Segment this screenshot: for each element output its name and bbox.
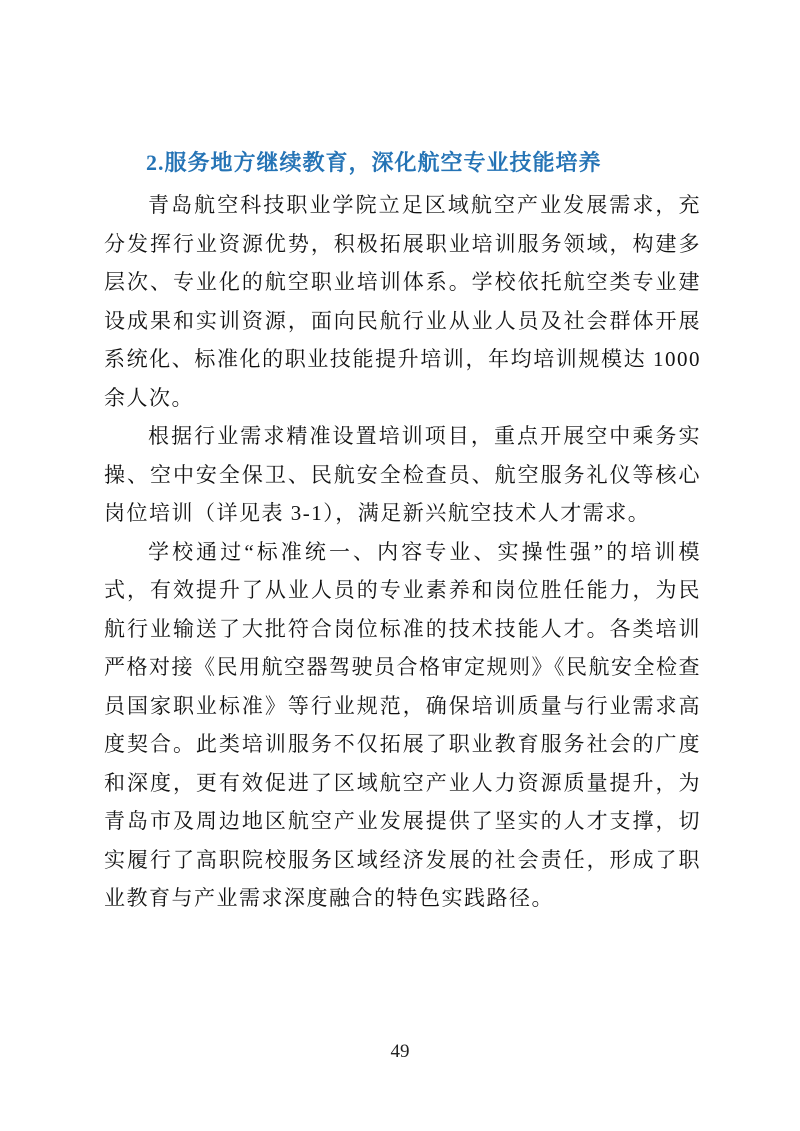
paragraph: 青岛航空科技职业学院立足区域航空产业发展需求，充分发挥行业资源优势，积极拓展职业培训服务领域，构建多层次、专业化的航空职业培训体系。学校依托航空类专业建设成果和实训资源，面向民航行业从业人员及社会群体开展系统化、标准化的职业技能提升培训，年均培训规模达 1000 余人次。 — [104, 193, 701, 410]
page-content — [104, 147, 701, 918]
paragraph: 学校通过“标准统一、内容专业、实操性强”的培训模式，有效提升了从业人员的专业素养和岗位胜任能力，为民航行业输送了大批符合岗位标准的技术技能人才。各类培训严格对接《民用航空器驾驶员合格审定规则》《民航安全检查员国家职业标准》等行业规范，确保培训质量与行业需求高度契合。此类培训服务不仅拓展了职业教育服务社会的广度和深度，更有效促进了区域航空产业人力资源质量提升，为青岛市及周边地区航空产业发展提供了坚实的人才支撑，切实履行了高职院校服务区域经济发展的社会责任，形成了职业教育与产业需求深度融合的特色实践路径。 — [104, 539, 701, 910]
page-number: 49 — [390, 1041, 410, 1062]
paragraph: 根据行业需求精准设置培训项目，重点开展空中乘务实操、空中安全保卫、民航安全检查员、航空服务礼仪等核心岗位培训（详见表 3-1），满足新兴航空技术人才需求。 — [104, 424, 701, 525]
section-heading: 2.服务地方继续教育，深化航空专业技能培养 — [146, 150, 602, 175]
